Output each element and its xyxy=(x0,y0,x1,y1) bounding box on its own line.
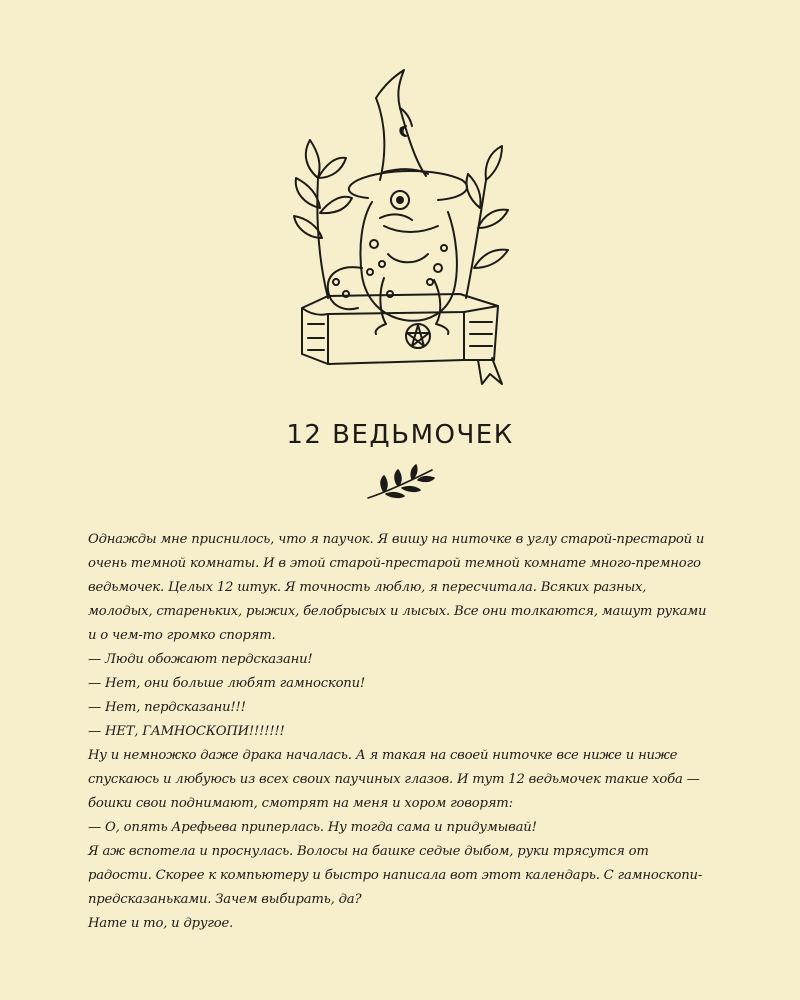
story-text xyxy=(88,528,712,936)
story-paragraph: Я аж вспотела и проснулась. Волосы на башке седые дыбом, руки трясутся от радости. Скорее к компьютеру и быстро написала вот этот календарь. С гамноскопи-предсказаньками. Зачем выбирать, да? xyxy=(88,844,703,907)
dialogue-line: — Нет, они больше любят гамноскопи! xyxy=(88,676,365,691)
story-paragraph: Однажды мне приснилось, что я паучок. Я вишу на ниточке в углу старой-престарой и очень темной комнаты. И в этой старой-престарой темной комнате много-премного ведьмочек. Целых 12 штук. Я точность люблю, я пересчитала. Всяких разных, молодых, стареньких, рыжих, белобрысых и лысых. Все они толкаются, машут руками и о чем-то громко спорят. xyxy=(88,532,707,643)
dialogue-line: — НЕТ, ГАМНОСКОПИ!!!!!!! xyxy=(88,724,285,739)
story-paragraph: Ну и немножко даже драка началась. А я такая на своей ниточке все ниже и ниже спускаюсь и любуюсь из всех своих паучиных глазов. И тут 12 ведьмочек такие хоба — бошки свои поднимают, смотрят на меня и хором говорят: xyxy=(88,748,700,811)
frog-in-witch-hat-on-book-icon xyxy=(288,68,520,390)
dialogue-line: — Нет, пердсказани!!! xyxy=(88,700,246,715)
dialogue-line: — О, опять Арефьева приперлась. Ну тогда сама и придумывай! xyxy=(88,820,537,835)
page-title: 12 ВЕДЬМОЧЕК xyxy=(286,420,514,450)
laurel-sprig-icon xyxy=(364,462,438,504)
story-closing: Нате и то, и другое. xyxy=(88,916,234,931)
dialogue-line: — Люди обожают пердсказани! xyxy=(88,652,313,667)
